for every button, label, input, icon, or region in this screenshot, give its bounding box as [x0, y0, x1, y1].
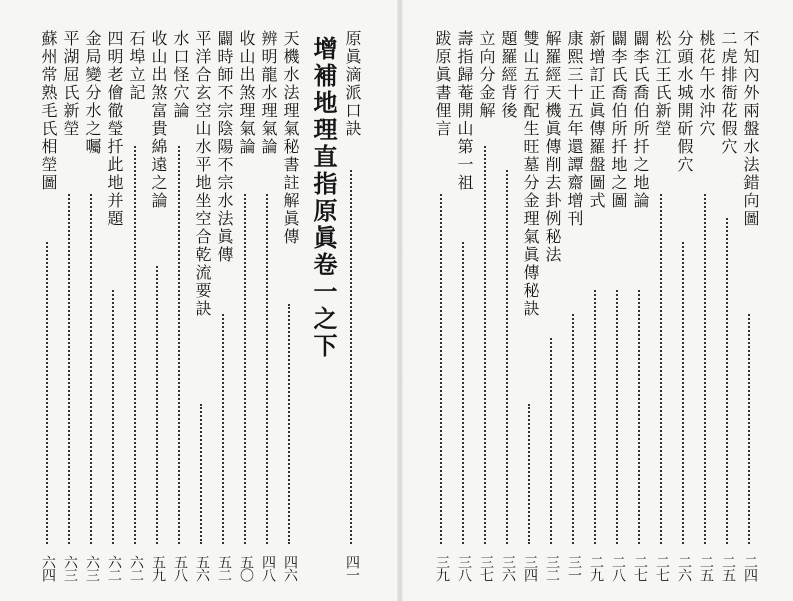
toc-entry-title: 雙山五行配生旺墓分金理氣眞傳秘訣: [521, 30, 540, 318]
toc-entry[interactable]: [695, 30, 717, 590]
toc-leader-dots: [178, 146, 180, 544]
toc-entry[interactable]: [103, 30, 125, 590]
toc-entry-title: 蘇州常熟毛氏相塋圖: [39, 30, 58, 192]
toc-leader-dots: [288, 304, 290, 544]
toc-page-number: 二五: [698, 555, 714, 581]
toc-leader-dots: [222, 314, 224, 544]
toc-entry-title: 水口怪穴論: [171, 30, 190, 120]
toc-entry[interactable]: [431, 30, 453, 590]
toc-leader-dots: [134, 146, 136, 544]
toc-leader-dots: [572, 314, 574, 544]
toc-leader-dots: [704, 194, 706, 544]
toc-entry[interactable]: [497, 30, 519, 590]
toc-entry[interactable]: [607, 30, 629, 590]
toc-page-number: 二七: [632, 555, 648, 581]
toc-leader-dots: [68, 194, 70, 544]
toc-entry[interactable]: [563, 30, 585, 590]
toc-page-number: 六三: [84, 555, 100, 581]
toc-page-number: 二九: [588, 555, 604, 581]
toc-page-number: 五六: [194, 555, 210, 581]
toc-page-number: 四一: [344, 555, 360, 581]
toc-entry-title: 金局變分水之囑: [83, 30, 102, 156]
toc-entry-title: 闢李氏喬伯所扦之地論: [631, 30, 650, 210]
toc-page-number: 三八: [456, 555, 472, 581]
toc-entry-title: 二虎排衙花假穴: [719, 30, 738, 156]
toc-leader-dots: [440, 194, 442, 544]
toc-page-number: 二六: [676, 555, 692, 581]
toc-leader-dots: [594, 290, 596, 544]
toc-entry-title: 跋原眞書俚言: [433, 30, 452, 138]
toc-entry-title: 天機水法理氣秘書註解眞傳: [281, 30, 300, 246]
volume-title-text: 增補地理直指原眞卷一之下: [309, 36, 338, 360]
toc-entry-title: 立向分金解: [477, 30, 496, 120]
toc-entry-title: 分頭水城開斫假穴: [675, 30, 694, 174]
book-gutter: [397, 0, 403, 601]
toc-entry[interactable]: [475, 30, 497, 590]
toc-entry[interactable]: [125, 30, 147, 590]
toc-entry-title: 收山出煞理氣論: [237, 30, 256, 156]
toc-page-number: 三七: [478, 555, 494, 581]
toc-entry[interactable]: [519, 30, 541, 590]
toc-page-number: 二四: [742, 555, 758, 581]
toc-leader-dots: [266, 194, 268, 544]
toc-page-number: 二七: [654, 555, 670, 581]
toc-entry[interactable]: [37, 30, 59, 590]
toc-leader-dots: [616, 290, 618, 544]
toc-page-number: 三九: [434, 555, 450, 581]
toc-entry[interactable]: [147, 30, 169, 590]
toc-entry-title: 題羅經背後: [499, 30, 518, 120]
toc-page-number: 四六: [282, 555, 298, 581]
toc-page-number: 三六: [500, 555, 516, 581]
toc-leader-dots: [726, 218, 728, 544]
toc-leader-dots: [748, 314, 750, 544]
toc-entry-title: 辨明龍水理氣論: [259, 30, 278, 156]
toc-leader-dots: [90, 194, 92, 544]
toc-leader-dots: [682, 242, 684, 544]
toc-page-number: 五二: [216, 555, 232, 581]
toc-entry[interactable]: [585, 30, 607, 590]
toc-entry-title: 四明老儈徹瑩扦此地并題: [105, 30, 124, 228]
toc-entry[interactable]: [59, 30, 81, 590]
toc-leader-dots: [638, 290, 640, 544]
toc-page-number: 五八: [172, 555, 188, 581]
toc-page-number: 六二: [106, 555, 122, 581]
toc-leader-dots: [550, 338, 552, 544]
toc-entry[interactable]: [213, 30, 235, 590]
toc-entry-title: 康熙三十五年還譚齋增刊: [565, 30, 584, 228]
toc-page-number: 五〇: [238, 555, 254, 581]
toc-leader-dots: [350, 170, 352, 544]
toc-entry[interactable]: [717, 30, 739, 590]
toc-page-number: 四八: [260, 555, 276, 581]
toc-entry[interactable]: [81, 30, 103, 590]
toc-entry[interactable]: [191, 30, 213, 590]
toc-page-number: 六四: [40, 555, 56, 581]
toc-entry[interactable]: [169, 30, 191, 590]
toc-page-number: 二五: [720, 555, 736, 581]
toc-entry-title: 闢時師不宗陰陽不宗水法眞傳: [215, 30, 234, 264]
toc-entry-title: 闢李氏喬伯所扦地之圖: [609, 30, 628, 210]
toc-page-number: 三一: [566, 555, 582, 581]
toc-entry-title: 原眞滴派口訣: [343, 30, 362, 138]
toc-entry[interactable]: [453, 30, 475, 590]
toc-entry-title: 不知內外兩盤水法錯向圖: [741, 30, 760, 228]
toc-entry[interactable]: [257, 30, 279, 590]
toc-entry[interactable]: [739, 30, 761, 590]
toc-entry[interactable]: [341, 30, 363, 590]
toc-leader-dots: [462, 242, 464, 544]
toc-entry-title: 石埠立記: [127, 30, 146, 102]
toc-leader-dots: [528, 404, 530, 544]
toc-leader-dots: [112, 290, 114, 544]
toc-entry-title: 松江王氏新塋: [653, 30, 672, 138]
toc-entry-title: 解羅經天機眞傳削去卦例秘法: [543, 30, 562, 264]
toc-leader-dots: [484, 146, 486, 544]
toc-entry-title: 平湖屈氏新塋: [61, 30, 80, 138]
toc-entry[interactable]: [235, 30, 257, 590]
toc-leader-dots: [244, 194, 246, 544]
toc-entry[interactable]: [541, 30, 563, 590]
toc-entry-title: 壽指歸菴開山第一祖: [455, 30, 474, 192]
toc-entry[interactable]: [279, 30, 301, 590]
toc-page-number: 二八: [610, 555, 626, 581]
toc-entry-title: 桃花午水沖穴: [697, 30, 716, 138]
toc-page-number: 三二: [544, 555, 560, 581]
toc-leader-dots: [46, 242, 48, 544]
toc-entry-title: 平洋合玄空山水平地坐空合乾流要訣: [193, 30, 212, 318]
toc-entry[interactable]: [651, 30, 673, 590]
toc-entry-title: 新增訂正眞傳羅盤圖式: [587, 30, 606, 210]
toc-leader-dots: [660, 194, 662, 544]
toc-page-number: 五九: [150, 555, 166, 581]
toc-leader-dots: [506, 170, 508, 544]
toc-entry[interactable]: [673, 30, 695, 590]
toc-entry-title: 收山出煞富貴綿遠之論: [149, 30, 168, 210]
toc-leader-dots: [200, 404, 202, 544]
toc-page-number: 六二: [128, 555, 144, 581]
toc-entry[interactable]: [629, 30, 651, 590]
toc-page-number: 六三: [62, 555, 78, 581]
toc-page-number: 三四: [522, 555, 538, 581]
volume-title: [306, 36, 340, 536]
toc-leader-dots: [156, 266, 158, 544]
